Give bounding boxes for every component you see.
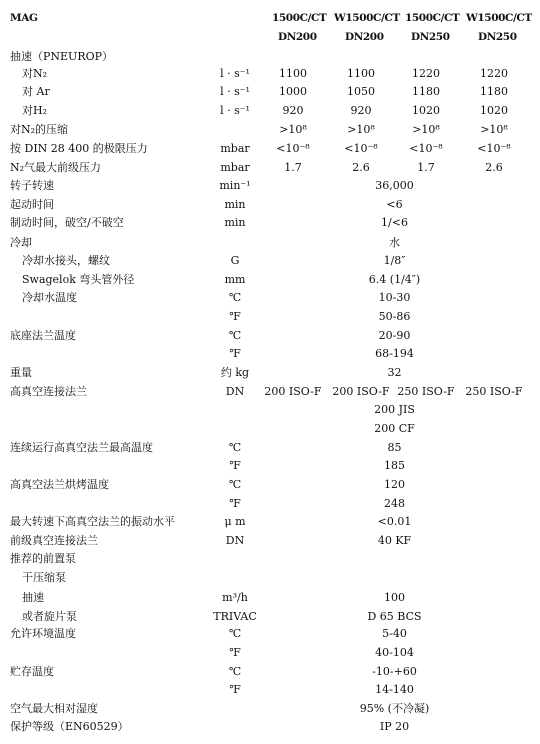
spec-unit: μ m [224, 515, 246, 528]
spec-row [0, 644, 540, 662]
spec-value-common: 14-140 [375, 683, 414, 696]
spec-unit: 约 kg [220, 366, 250, 379]
spec-row [0, 364, 540, 382]
spec-value-2: 1050 [347, 85, 375, 98]
spec-label: 保护等级（EN60529） [10, 720, 129, 733]
spec-row [0, 48, 540, 66]
spec-unit: ℉ [229, 347, 241, 360]
spec-unit: ℉ [229, 310, 241, 323]
spec-value-1: 1100 [279, 67, 307, 80]
spec-value-4: <10⁻⁸ [477, 142, 511, 155]
spec-value-common: 10-30 [378, 291, 411, 304]
spec-value-common: IP 20 [379, 720, 410, 733]
spec-row [0, 252, 540, 270]
spec-unit: min [224, 198, 246, 211]
spec-value-3: 1.7 [417, 161, 435, 174]
spec-value-common: <0.01 [377, 515, 412, 528]
spec-unit: m³/h [222, 591, 248, 604]
spec-row [0, 495, 540, 513]
spec-row [0, 550, 540, 568]
spec-label: 对N₂的压缩 [10, 123, 69, 136]
spec-label: 允许环境温度 [10, 627, 76, 640]
spec-row [0, 289, 540, 307]
spec-row [0, 625, 540, 643]
spec-label: 高真空连接法兰 [10, 385, 87, 398]
spec-row [0, 159, 540, 177]
spec-unit: G [230, 254, 240, 267]
spec-row [0, 121, 540, 139]
spec-value-common: D 65 BCS [367, 610, 422, 623]
spec-value-common: 100 [384, 591, 405, 604]
spec-value-2: 1100 [347, 67, 375, 80]
spec-unit: l · s⁻¹ [220, 104, 250, 117]
spec-row [0, 532, 540, 550]
spec-row [0, 718, 540, 736]
spec-row [0, 345, 540, 363]
spec-value-2: 2.6 [352, 161, 370, 174]
spec-value-3: 250 ISO-F [397, 385, 455, 398]
spec-value-3: 1220 [412, 67, 440, 80]
spec-value-4: 2.6 [485, 161, 503, 174]
spec-unit: mm [224, 273, 246, 286]
spec-label: 转子转速 [10, 179, 54, 192]
spec-value-1: 920 [282, 104, 304, 117]
spec-label: 对H₂ [22, 104, 48, 117]
spec-value-common: 120 [384, 478, 405, 491]
spec-unit: ℃ [228, 478, 242, 491]
spec-value-1: 200 ISO-F [264, 385, 322, 398]
spec-label: 制动时间，破空/不破空 [10, 216, 124, 229]
spec-value-common: 85 [387, 441, 402, 454]
spec-label: 前级真空连接法兰 [10, 534, 98, 547]
spec-label: 底座法兰温度 [10, 329, 76, 342]
spec-unit: ℃ [228, 291, 242, 304]
spec-unit: mbar [220, 142, 250, 155]
spec-label: 空气最大相对湿度 [10, 702, 98, 715]
spec-row [0, 177, 540, 195]
spec-unit: l · s⁻¹ [220, 85, 250, 98]
spec-unit: DN [225, 385, 245, 398]
spec-value-1: 1000 [279, 85, 307, 98]
spec-value-common: 248 [384, 497, 405, 510]
spec-label: 贮存温度 [10, 665, 54, 678]
spec-unit: ℃ [228, 441, 242, 454]
spec-row [0, 234, 540, 252]
spec-value-common: 6.4 (1/4″) [368, 273, 421, 286]
spec-value-1: <10⁻⁸ [276, 142, 310, 155]
spec-value-2: 920 [350, 104, 372, 117]
column-dn-1: DN200 [278, 31, 317, 43]
spec-value-2: <10⁻⁸ [344, 142, 378, 155]
spec-row [0, 457, 540, 475]
spec-row [0, 102, 540, 120]
spec-value-2: 200 ISO-F [332, 385, 390, 398]
spec-label: 或者旋片泵 [22, 610, 77, 623]
spec-row [0, 589, 540, 607]
spec-value-common: 1/<6 [381, 216, 408, 229]
spec-label: 起动时间 [10, 198, 54, 211]
spec-row [0, 140, 540, 158]
column-header-2: W1500C/CT [334, 12, 400, 24]
spec-value-common: 40 KF [377, 534, 412, 547]
spec-value-common: 200 JIS [374, 403, 415, 416]
spec-unit: ℉ [229, 497, 241, 510]
spec-label: N₂气最大前级压力 [10, 161, 102, 174]
spec-unit: min [224, 216, 246, 229]
spec-value-4: 1020 [480, 104, 508, 117]
spec-unit: DN [225, 534, 245, 547]
spec-value-common: 20-90 [378, 329, 411, 342]
spec-label: 最大转速下高真空法兰的振动水平 [10, 515, 175, 528]
spec-value-common: 5-40 [382, 627, 407, 640]
spec-unit: ℃ [228, 665, 242, 678]
spec-row [0, 83, 540, 101]
column-dn-3: DN250 [411, 31, 450, 43]
spec-value-4: 1220 [480, 67, 508, 80]
spec-unit: ℉ [229, 683, 241, 696]
spec-row [0, 327, 540, 345]
column-dn-2: DN200 [345, 31, 384, 43]
spec-value-4: >10⁸ [480, 123, 508, 136]
spec-unit: ℉ [229, 459, 241, 472]
spec-value-common: -10-+60 [372, 665, 417, 678]
spec-value-common: 68-194 [375, 347, 414, 360]
spec-unit: TRIVAC [213, 610, 257, 623]
model-title: MAG [10, 12, 38, 24]
spec-value-4: 250 ISO-F [465, 385, 523, 398]
spec-value-1: 1.7 [284, 161, 302, 174]
spec-row [0, 65, 540, 83]
column-header-3: 1500C/CT [405, 12, 460, 24]
spec-row [0, 214, 540, 232]
spec-row [0, 663, 540, 681]
spec-row [0, 420, 540, 438]
spec-value-2: >10⁸ [347, 123, 375, 136]
spec-label: 重量 [10, 366, 32, 379]
spec-label: 冷却水接头，螺纹 [22, 254, 110, 267]
spec-label: 连续运行高真空法兰最高温度 [10, 441, 153, 454]
spec-value-common: 1/8″ [383, 254, 406, 267]
spec-value-common: <6 [386, 198, 403, 211]
spec-label: 抽速（PNEUROP） [10, 50, 114, 63]
spec-label: 高真空法兰烘烤温度 [10, 478, 109, 491]
spec-value-3: 1180 [412, 85, 440, 98]
spec-row [0, 476, 540, 494]
spec-value-common: 32 [387, 366, 402, 379]
spec-label: 按 DIN 28 400 的极限压力 [10, 142, 148, 155]
spec-value-common: 95% (不冷凝) [359, 702, 430, 715]
spec-value-1: >10⁸ [279, 123, 307, 136]
spec-unit: l · s⁻¹ [220, 67, 250, 80]
spec-row [0, 608, 540, 626]
spec-value-common: 水 [389, 236, 400, 249]
spec-value-common: 40-104 [375, 646, 414, 659]
spec-value-3: <10⁻⁸ [409, 142, 443, 155]
spec-unit: ℉ [229, 646, 241, 659]
spec-value-common: 36,000 [375, 179, 414, 192]
spec-row [0, 196, 540, 214]
spec-value-3: >10⁸ [412, 123, 440, 136]
spec-row [0, 271, 540, 289]
spec-value-4: 1180 [480, 85, 508, 98]
spec-unit: ℃ [228, 627, 242, 640]
spec-row [0, 681, 540, 699]
spec-label: 冷却 [10, 236, 32, 249]
spec-value-common: 200 CF [374, 422, 415, 435]
spec-value-3: 1020 [412, 104, 440, 117]
spec-row [0, 439, 540, 457]
spec-label: 对N₂ [22, 67, 48, 80]
column-dn-4: DN250 [478, 31, 517, 43]
spec-row [0, 700, 540, 718]
spec-row [0, 401, 540, 419]
spec-label: 推荐的前置泵 [10, 552, 76, 565]
spec-value-common: 50-86 [378, 310, 411, 323]
column-header-4: W1500C/CT [466, 12, 532, 24]
spec-row [0, 513, 540, 531]
spec-label: Swagelok 弯头管外径 [22, 273, 135, 286]
column-header-1: 1500C/CT [272, 12, 327, 24]
spec-label: 冷却水温度 [22, 291, 77, 304]
spec-unit: ℃ [228, 329, 242, 342]
spec-unit: min⁻¹ [219, 179, 251, 192]
spec-label: 干压缩泵 [22, 571, 66, 584]
spec-row [0, 308, 540, 326]
spec-unit: mbar [220, 161, 250, 174]
spec-label: 对 Ar [22, 85, 50, 98]
spec-row [0, 569, 540, 587]
spec-row [0, 383, 540, 401]
spec-label: 抽速 [22, 591, 44, 604]
spec-value-common: 185 [384, 459, 405, 472]
